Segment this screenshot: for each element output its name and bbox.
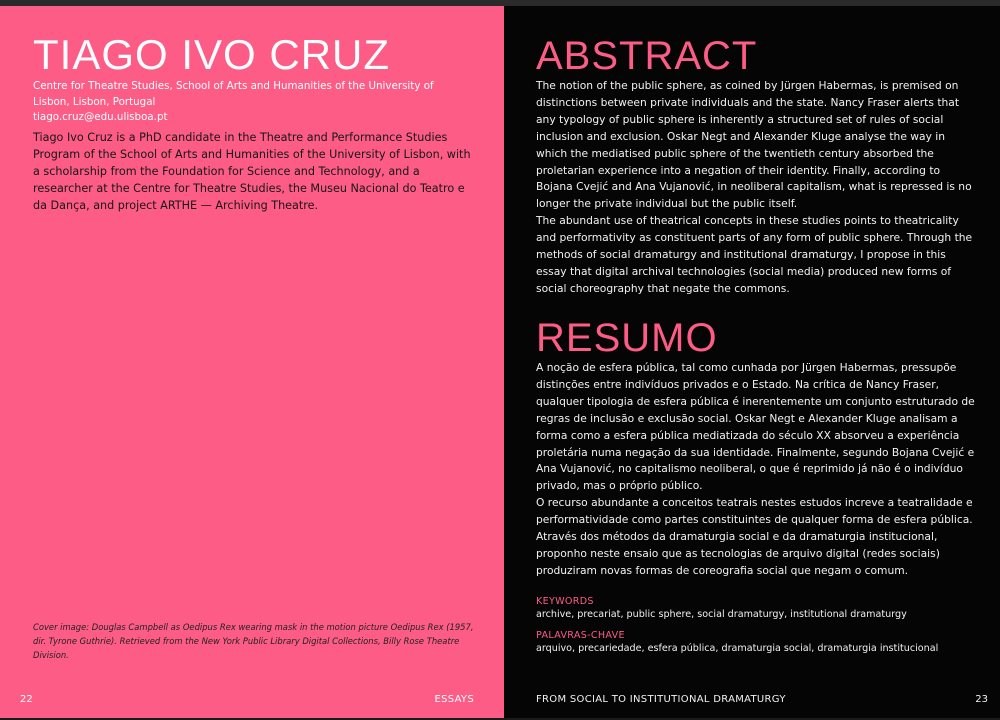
right-page xyxy=(504,6,1000,718)
resumo-heading: RESUMO xyxy=(536,316,718,360)
keywords-label: KEYWORDS xyxy=(536,596,594,607)
cover-image-caption: Cover image: Douglas Campbell as Oedipus Rex wearing mask in the motion picture Oedipus Rex (1957, dir. Tyrone Guthrie). Retrieved from the New York Public Library Digital Collections, Billy Rose Theatre Division. xyxy=(33,622,474,660)
abstract-body xyxy=(536,78,976,298)
abstract-heading: ABSTRACT xyxy=(536,34,758,78)
author-affiliation: Centre for Theatre Studies, School of Arts and Humanities of the University of Lisbon, Lisbon, Portugal xyxy=(33,80,434,108)
running-title: FROM SOCIAL TO INSTITUTIONAL DRAMATURGY xyxy=(536,694,786,705)
palavras-chave-label: PALAVRAS-CHAVE xyxy=(536,630,625,641)
page-number-left: 22 xyxy=(20,694,33,705)
left-page xyxy=(0,6,504,718)
resumo-paragraph-2: O recurso abundante a conceitos teatrais nestes estudos increve a teatralidade e performatividade como partes constituintes de qualquer forma de esfera pública. Através dos métodos da dramaturgia social e da dramaturgia institucional, proponho neste ensaio que as tecnologias de arquivo digital (redes sociais) produziram novas formas de coreografia social que negam o comum. xyxy=(536,496,973,577)
author-bio: Tiago Ivo Cruz is a PhD candidate in the Theatre and Performance Studies Program of the School of Arts and Humanities of the University of Lisbon, with a scholarship from the Foundation for Science and Technology, and a researcher at the Centre for Theatre Studies, the Museu Nacional do Teatro e da Dança, and project ARTHE — Archiving Theatre. xyxy=(33,131,471,212)
abstract-paragraph-1: The notion of the public sphere, as coined by Jürgen Habermas, is premised on distinctions between private individuals and the state. Nancy Fraser alerts that any typology of public sphere is inherently a structured set of rules of social inclusion and exclusion. Oskar Negt and Alexander Kluge analyse the way in which the mediatised public sphere of the twentieth century absorbed the proletarian experience into a negation of their identity. Finally, according to Bojana Cvejić and Ana Vujanović, in neoliberal capitalism, what is repressed is no longer the private individual but the public itself. xyxy=(536,79,972,211)
abstract-paragraph-2: The abundant use of theatrical concepts in these studies points to theatricality and performativity as constituent parts of any form of public sphere. Through the methods of social dramaturgy and institutional dramaturgy, I propose in this essay that digital archival technologies (social media) produced new forms of social choreography that negate the commons. xyxy=(536,214,973,295)
resumo-paragraph-1: A noção de esfera pública, tal como cunhada por Jürgen Habermas, pressupõe distinções entre indivíduos privados e o Estado. Na crítica de Nancy Fraser, qualquer tipologia de esfera pública é inerentemente um conjunto estruturado de regras de inclusão e exclusão social. Oskar Negt e Alexander Kluge analisam a forma como a esfera pública mediatizada do século XX absorveu a experiência proletária numa negação da sua identidade. Finalmente, segundo Bojana Cvejić e Ana Vujanović, no capitalismo neoliberal, o que é reprimido já não é o indivíduo privado, mas o próprio público. xyxy=(536,361,975,493)
author-email: tiago.cruz@edu.ulisboa.pt xyxy=(33,111,168,123)
keywords-list: archive, precariat, public sphere, social dramaturgy, institutional dramaturgy xyxy=(536,609,907,620)
page-number-right: 23 xyxy=(975,694,988,705)
palavras-chave-list: arquivo, precariedade, esfera pública, dramaturgia social, dramaturgia institucional xyxy=(536,643,939,654)
section-label: ESSAYS xyxy=(434,694,474,705)
author-name: TIAGO IVO CRUZ xyxy=(33,31,391,78)
resumo-body xyxy=(536,360,976,580)
